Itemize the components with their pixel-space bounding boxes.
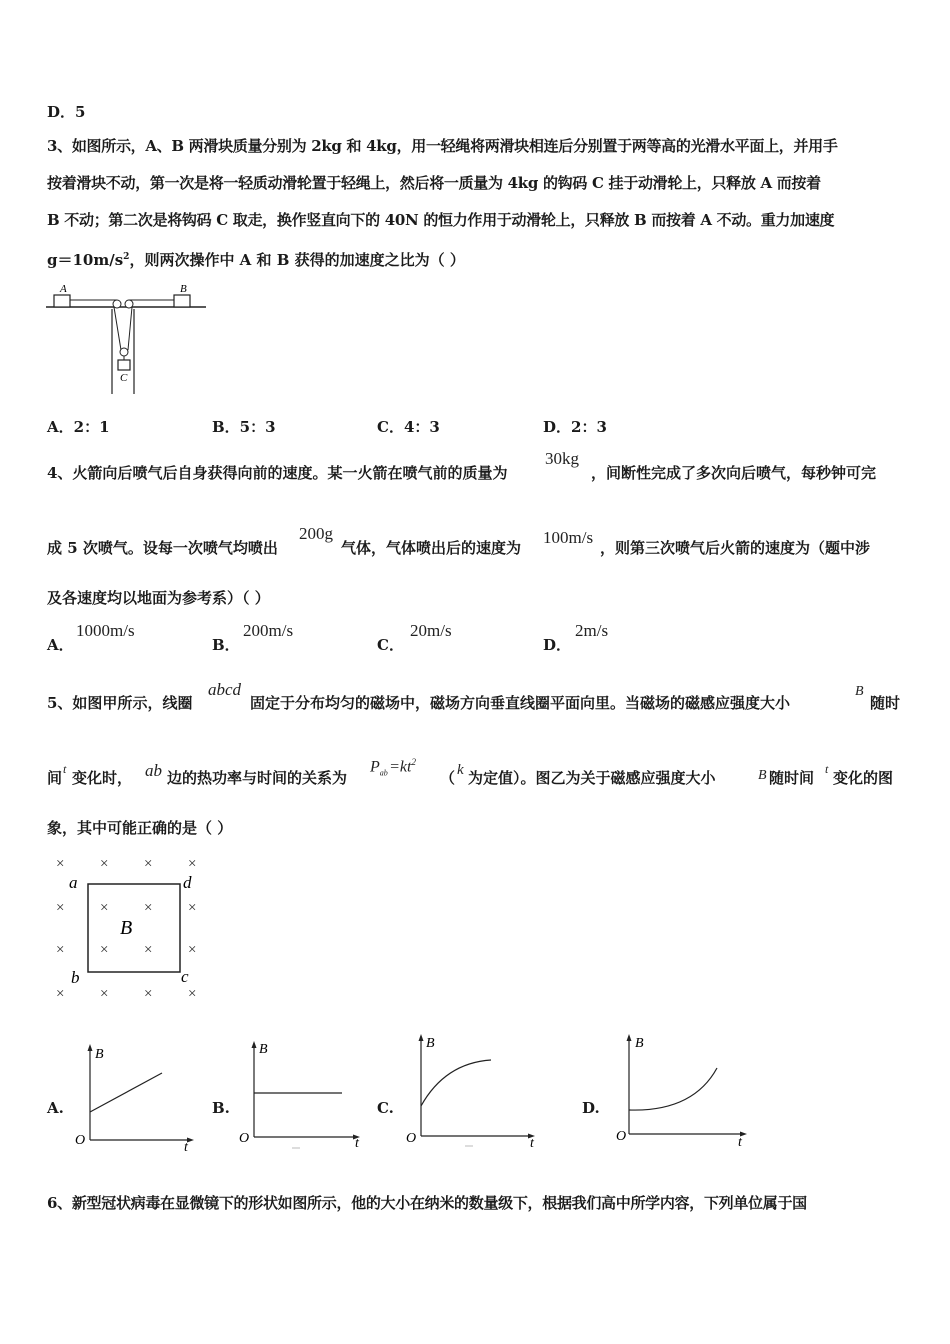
q5-line-3: 象，其中可能正确的是（ ）	[47, 819, 233, 837]
svg-text:×: ×	[100, 856, 109, 872]
graph-b-y-label: B	[259, 1042, 268, 1057]
q4-line-2c: ，则第三次喷气后火箭的速度为（题中涉	[600, 539, 871, 557]
svg-text:×: ×	[100, 900, 109, 916]
coil-loop	[88, 884, 180, 972]
q5-symbol-t-2: t	[825, 762, 829, 776]
graph-c-y-label: B	[426, 1036, 435, 1051]
graph-d-y-label: B	[635, 1036, 644, 1051]
q5-option-c-label[interactable]: C.	[377, 1099, 394, 1117]
q5-line-2b: 变化时，	[72, 769, 133, 787]
svg-text:×: ×	[188, 900, 197, 916]
q4-line-2a: 成 5 次喷气。设每一次喷气均喷出	[47, 539, 278, 557]
q5-line-1c: 随时	[870, 694, 901, 712]
q3-line-4: $g=10m/s^2$，则两次操作中 A 和 B 获得的加速度之比为（ ）	[47, 251, 465, 269]
svg-text:×: ×	[144, 942, 153, 958]
svg-text:×: ×	[56, 900, 65, 916]
q4-line-1b: ，间断性完成了多次向后喷气，每秒钟可完	[591, 464, 877, 482]
q5-graph-c[interactable]	[405, 1030, 540, 1150]
graph-b-x-label: t	[355, 1136, 359, 1151]
q5-coil-figure	[52, 852, 222, 1012]
q5-line-2e: 为定值）。图乙为关于磁感应强度大小	[468, 769, 716, 787]
svg-text:×: ×	[188, 986, 197, 1002]
q3-option-a[interactable]: A．2：1	[47, 418, 110, 436]
block-a	[54, 295, 70, 307]
q5-symbol-b-2: B	[758, 768, 767, 783]
q3-option-d[interactable]: D．2：3	[543, 418, 607, 436]
coil-label-c: c	[181, 967, 189, 986]
q6-line-1: 6、新型冠状病毒在显微镜下的形状如图所示，他的大小在纳米的数量级下，根据我们高中所学内容，下列单位属于国	[47, 1194, 807, 1212]
q5-line-1a: 5、如图甲所示，线圈	[47, 694, 193, 712]
coil-label-a: a	[69, 873, 78, 892]
q4-line-3: 及各速度均以地面为参考系）（ ）	[47, 589, 270, 607]
q4-option-a-letter[interactable]: A．	[47, 636, 74, 654]
q5-coil-name: abcd	[208, 680, 242, 699]
graph-a-y-label: B	[95, 1047, 104, 1062]
graph-b-origin: O	[239, 1131, 250, 1146]
q5-option-d-label[interactable]: D.	[582, 1099, 600, 1117]
q4-option-c-value[interactable]: 20m/s	[410, 621, 452, 640]
q5-symbol-t: t	[63, 762, 67, 776]
label-c: C	[120, 372, 128, 384]
q5-formula: $P_{ab}$ $=kt^2$	[370, 757, 416, 778]
q3-option-b[interactable]: B．5：3	[212, 418, 276, 436]
q4-option-a-value[interactable]: 1000m/s	[76, 621, 135, 640]
q4-option-d-letter[interactable]: D．	[543, 636, 572, 654]
svg-text:×: ×	[188, 856, 197, 872]
label-a: A	[60, 283, 67, 295]
svg-text:×: ×	[144, 856, 153, 872]
q4-line-1a: 4、火箭向后喷气后自身获得向前的速度。某一火箭在喷气前的质量为	[47, 464, 508, 482]
q4-mass: 30kg	[545, 449, 579, 468]
q2-option-d: D．5	[47, 103, 86, 121]
q3-line-3: B 不动；第二次是将钩码 C 取走，换作竖直向下的 40N 的恒力作用于动滑轮上，只释放 B 而按着 A 不动。重力加速度	[47, 211, 835, 229]
q3-pulley-figure	[44, 282, 214, 397]
svg-text:×: ×	[188, 942, 197, 958]
q5-symbol-b: B	[855, 684, 864, 699]
q4-option-b-value[interactable]: 200m/s	[243, 621, 294, 640]
q4-gas-mass: 200g	[299, 524, 333, 543]
q5-line-2d: （	[440, 769, 456, 787]
graph-c-origin: O	[406, 1131, 417, 1146]
svg-text:×: ×	[56, 986, 65, 1002]
q5-line-1b: 固定于分布均匀的磁场中，磁场方向垂直线圈平面向里。当磁场的磁感应强度大小	[250, 694, 791, 712]
q4-option-c-letter[interactable]: C．	[377, 636, 404, 654]
q5-symbol-ab: ab	[145, 761, 162, 780]
q3-line-1: 3、如图所示，A、B 两滑块质量分别为 2kg 和 4kg，用一轻绳将两滑块相连后分别置于两等高的光滑水平面上，并用手	[47, 137, 838, 155]
q5-option-a-label[interactable]: A.	[47, 1099, 64, 1117]
q4-option-d-value[interactable]: 2m/s	[575, 621, 609, 640]
svg-text:×: ×	[144, 986, 153, 1002]
q5-line-2f: 随时间	[769, 769, 815, 787]
q5-line-2c: 边的热功率与时间的关系为	[167, 769, 348, 787]
graph-c-x-label: t	[530, 1136, 534, 1151]
graph-a-origin: O	[75, 1133, 86, 1148]
q4-line-2b: 气体，气体喷出后的速度为	[341, 539, 522, 557]
svg-text:×: ×	[100, 942, 109, 958]
q4-option-b-letter[interactable]: B．	[212, 636, 240, 654]
q5-line-2g: 变化的图	[833, 769, 894, 787]
q5-graph-d[interactable]	[613, 1030, 753, 1150]
q3-option-c[interactable]: C．4：3	[377, 418, 440, 436]
q5-graph-b[interactable]	[238, 1035, 363, 1150]
svg-text:×: ×	[56, 856, 65, 872]
q5-symbol-k: k	[457, 762, 464, 778]
coil-label-d: d	[183, 873, 192, 892]
label-b: B	[180, 283, 187, 295]
q5-option-b-label[interactable]: B.	[212, 1099, 230, 1117]
q5-line-2a: 间	[47, 769, 63, 787]
coil-label-b: b	[71, 968, 80, 987]
graph-d-origin: O	[616, 1129, 627, 1144]
q5-graph-a[interactable]	[72, 1040, 197, 1155]
svg-text:×: ×	[144, 900, 153, 916]
field-label-b: B	[120, 917, 133, 939]
svg-text:×: ×	[100, 986, 109, 1002]
q3-line-2: 按着滑块不动，第一次是将一轻质动滑轮置于轻绳上，然后将一质量为 4kg 的钩码 C 挂于动滑轮上，只释放 A 而按着	[47, 174, 821, 192]
graph-d-x-label: t	[738, 1135, 742, 1150]
graph-a-x-label: t	[184, 1140, 188, 1155]
q4-gas-speed: 100m/s	[543, 528, 594, 547]
hook-c	[118, 360, 130, 370]
svg-text:×: ×	[56, 942, 65, 958]
block-b	[174, 295, 190, 307]
